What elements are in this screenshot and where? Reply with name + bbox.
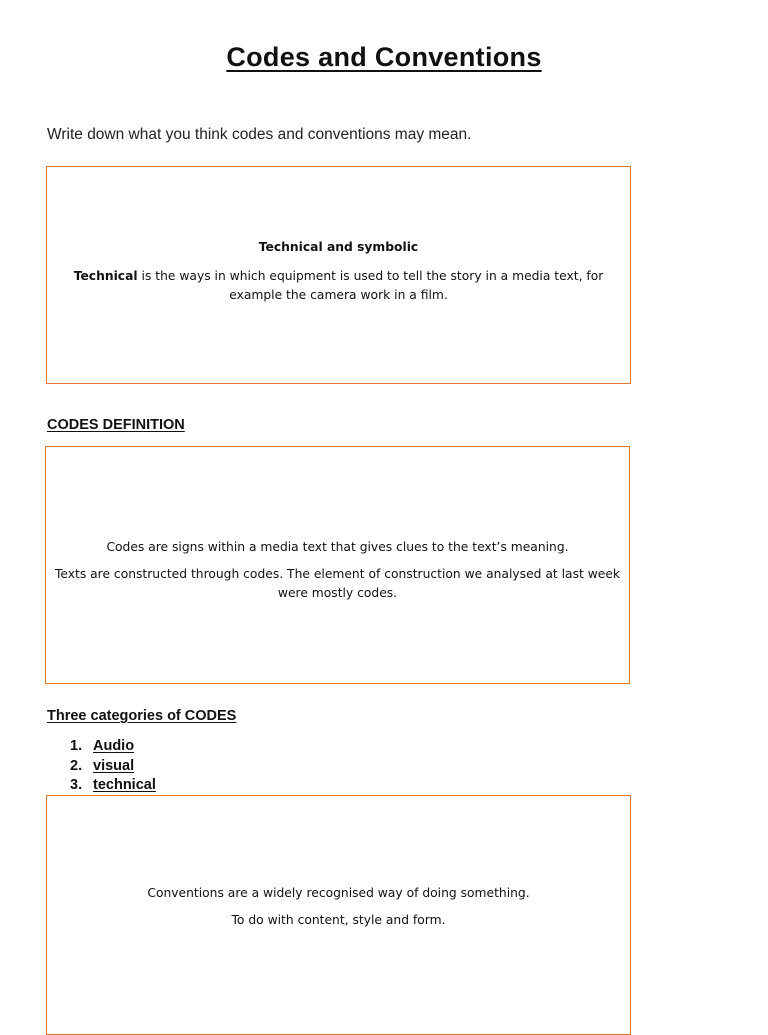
categories-list (70, 737, 156, 796)
list-item-number: 1. (70, 738, 83, 754)
category-audio: Audio (93, 738, 135, 754)
list-item-number: 2. (70, 757, 83, 774)
codes-definition-line-1: Codes are signs within a media text that gives clues to the text’s meaning. (106, 539, 569, 554)
list-item-number: 3. (70, 777, 83, 793)
page-title: Codes and Conventions (226, 42, 542, 72)
answer-box-codes-definition (45, 446, 630, 684)
technical-definition-text: is the ways in which equipment is used to tell the story in a media text, for example the camera work in a film. (137, 268, 604, 302)
category-visual: visual (93, 757, 135, 774)
worksheet-prompt: Write down what you think codes and conventions may mean. (47, 126, 472, 143)
conventions-line-2: To do with content, style and form. (231, 913, 446, 927)
answer-box-conventions (46, 795, 631, 1035)
answer-box-meaning (46, 166, 631, 384)
categories-heading: Three categories of CODES (47, 708, 237, 724)
technical-lead-word: Technical (73, 268, 138, 283)
category-technical: technical (93, 777, 156, 793)
list-item (70, 737, 156, 757)
technical-definition (61, 267, 617, 305)
conventions-line-1: Conventions are a widely recognised way of doing something. (147, 886, 530, 900)
codes-definition-line-2: Texts are constructed through codes. The element of construction we analysed at last week were mostly codes. (54, 566, 621, 600)
box-heading: Technical and symbolic (258, 239, 419, 254)
list-item (70, 776, 156, 796)
codes-definition-heading: CODES DEFINITION (47, 417, 185, 433)
list-item (70, 757, 156, 777)
